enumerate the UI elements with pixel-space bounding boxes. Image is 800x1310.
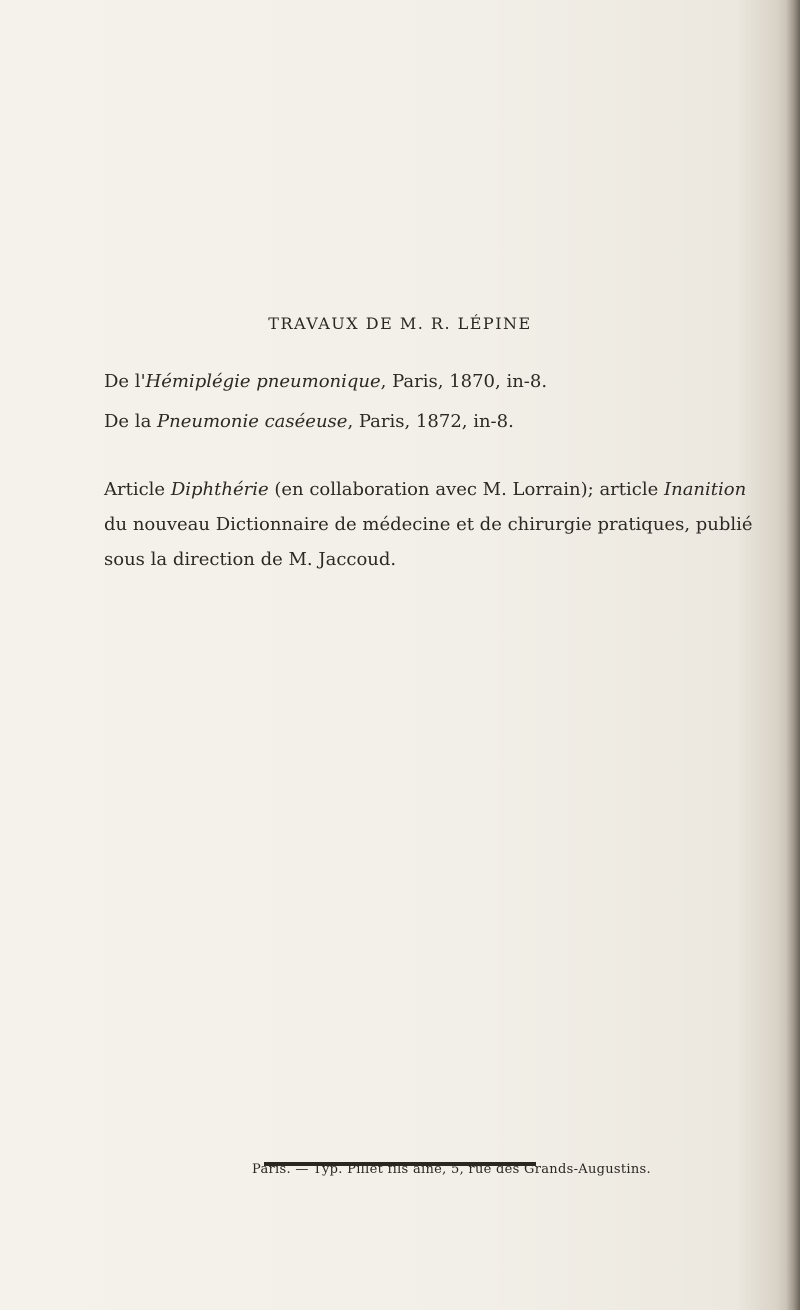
page-heading: TRAVAUX DE M. R. LÉPINE [268, 314, 532, 333]
entry-details: , Paris, 1872, in-8. [347, 411, 514, 432]
entry-prefix: Article [104, 479, 171, 500]
entry-title: Pneumonie caséeuse [157, 411, 348, 432]
entry-prefix: De la [104, 411, 158, 432]
entry-title-second: Inanition [663, 479, 747, 500]
bibliography-entry [104, 472, 764, 577]
entry-middle: (en collaboration avec M. Lorrain); article [268, 479, 664, 500]
bibliography-entry [104, 404, 764, 439]
entry-title: Hémiplégie pneumonique [145, 371, 381, 392]
printer-imprint: Paris. — Typ. Pillet fils aîné, 5, rue des Grands-Augustins. [252, 1162, 651, 1177]
page-edge-shadow [786, 0, 800, 1310]
bibliography-entry [104, 364, 764, 399]
entry-title: Diphthérie [170, 479, 269, 500]
entry-details: du nouveau Dictionnaire de médecine et de chirurgie pratiques, publié sous la direction de M. Jaccoud. [104, 514, 753, 570]
entry-details: , Paris, 1870, in-8. [380, 371, 548, 392]
entry-prefix: De l' [104, 371, 146, 392]
